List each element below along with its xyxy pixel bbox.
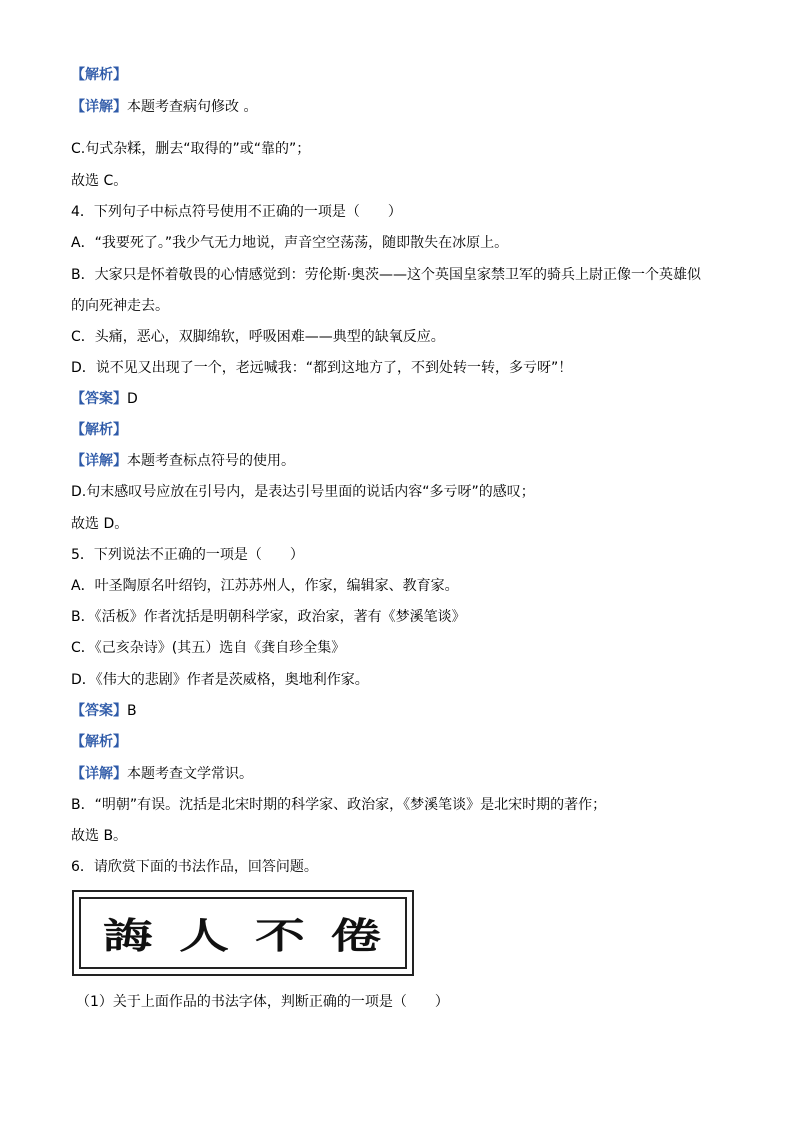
text-line: B．“明朝”有误。沈括是北宋时期的科学家、政治家，《梦溪笔谈》是北宋时期的著作； [71, 797, 607, 813]
calligraphy-char: 倦 [331, 914, 383, 957]
detail-line: 【详解】本题考查标点符号的使用。 [71, 453, 295, 469]
option-d: D．说不见又出现了一个，老远喊我：“都到这地方了，不到处转一转，多亏呀”！ [71, 360, 573, 376]
text-line: D.句末感叹号应放在引号内，是表达引号里面的说话内容“多亏呀”的感叹； [71, 484, 535, 500]
detail-line: 【详解】本题考查文学常识。 [71, 766, 253, 782]
option-c: C．头痛，恶心，双脚绵软，呼吸困难——典型的缺氧反应。 [71, 329, 445, 345]
calligraphy-char: 人 [179, 914, 231, 957]
question-4: 4．下列句子中标点符号使用不正确的一项是（ ） [71, 204, 402, 220]
text-line: C.句式杂糅，删去“取得的”或“靠的”； [71, 141, 311, 157]
option-c: C．《己亥杂诗》(其五）选自《龚自珍全集》 [71, 640, 346, 656]
detail-line: 【详解】本题考查病句修改 。 [71, 99, 258, 115]
option-b-cont: 的向死神走去。 [71, 298, 169, 314]
calligraphy-char: 不 [255, 914, 307, 957]
answer-line: 【答案】B [71, 703, 137, 719]
analysis-heading: 【解析】 [71, 67, 127, 83]
calligraphy-char: 誨 [103, 914, 155, 957]
question-6: 6．请欣赏下面的书法作品，回答问题。 [71, 859, 318, 875]
option-b: B．大家只是怀着敬畏的心情感觉到：劳伦斯·奥茨——这个英国皇家禁卫军的骑兵上尉正像一个英雄似 [71, 267, 702, 283]
analysis-heading: 【解析】 [71, 734, 127, 750]
text-line: 故选 D。 [71, 516, 129, 532]
answer-line: 【答案】D [71, 391, 138, 407]
option-b: B．《活板》作者沈括是明朝科学家，政治家，著有《梦溪笔谈》 [71, 609, 466, 625]
text-line: 故选 B。 [71, 828, 128, 844]
question-5: 5．下列说法不正确的一项是（ ） [71, 547, 304, 563]
analysis-heading: 【解析】 [71, 422, 127, 438]
sub-question: （1）关于上面作品的书法字体，判断正确的一项是（ ） [76, 994, 449, 1010]
option-d: D．《伟大的悲剧》作者是茨威格，奥地利作家。 [71, 672, 369, 688]
option-a: A．叶圣陶原名叶绍钧，江苏苏州人，作家，编辑家、教育家。 [71, 578, 459, 594]
text-line: 故选 C。 [71, 173, 128, 189]
calligraphy-image [72, 890, 414, 976]
calligraphy-frame [79, 897, 407, 969]
option-a: A．“我要死了。”我少气无力地说，声音空空荡荡，随即散失在冰原上。 [71, 235, 509, 251]
